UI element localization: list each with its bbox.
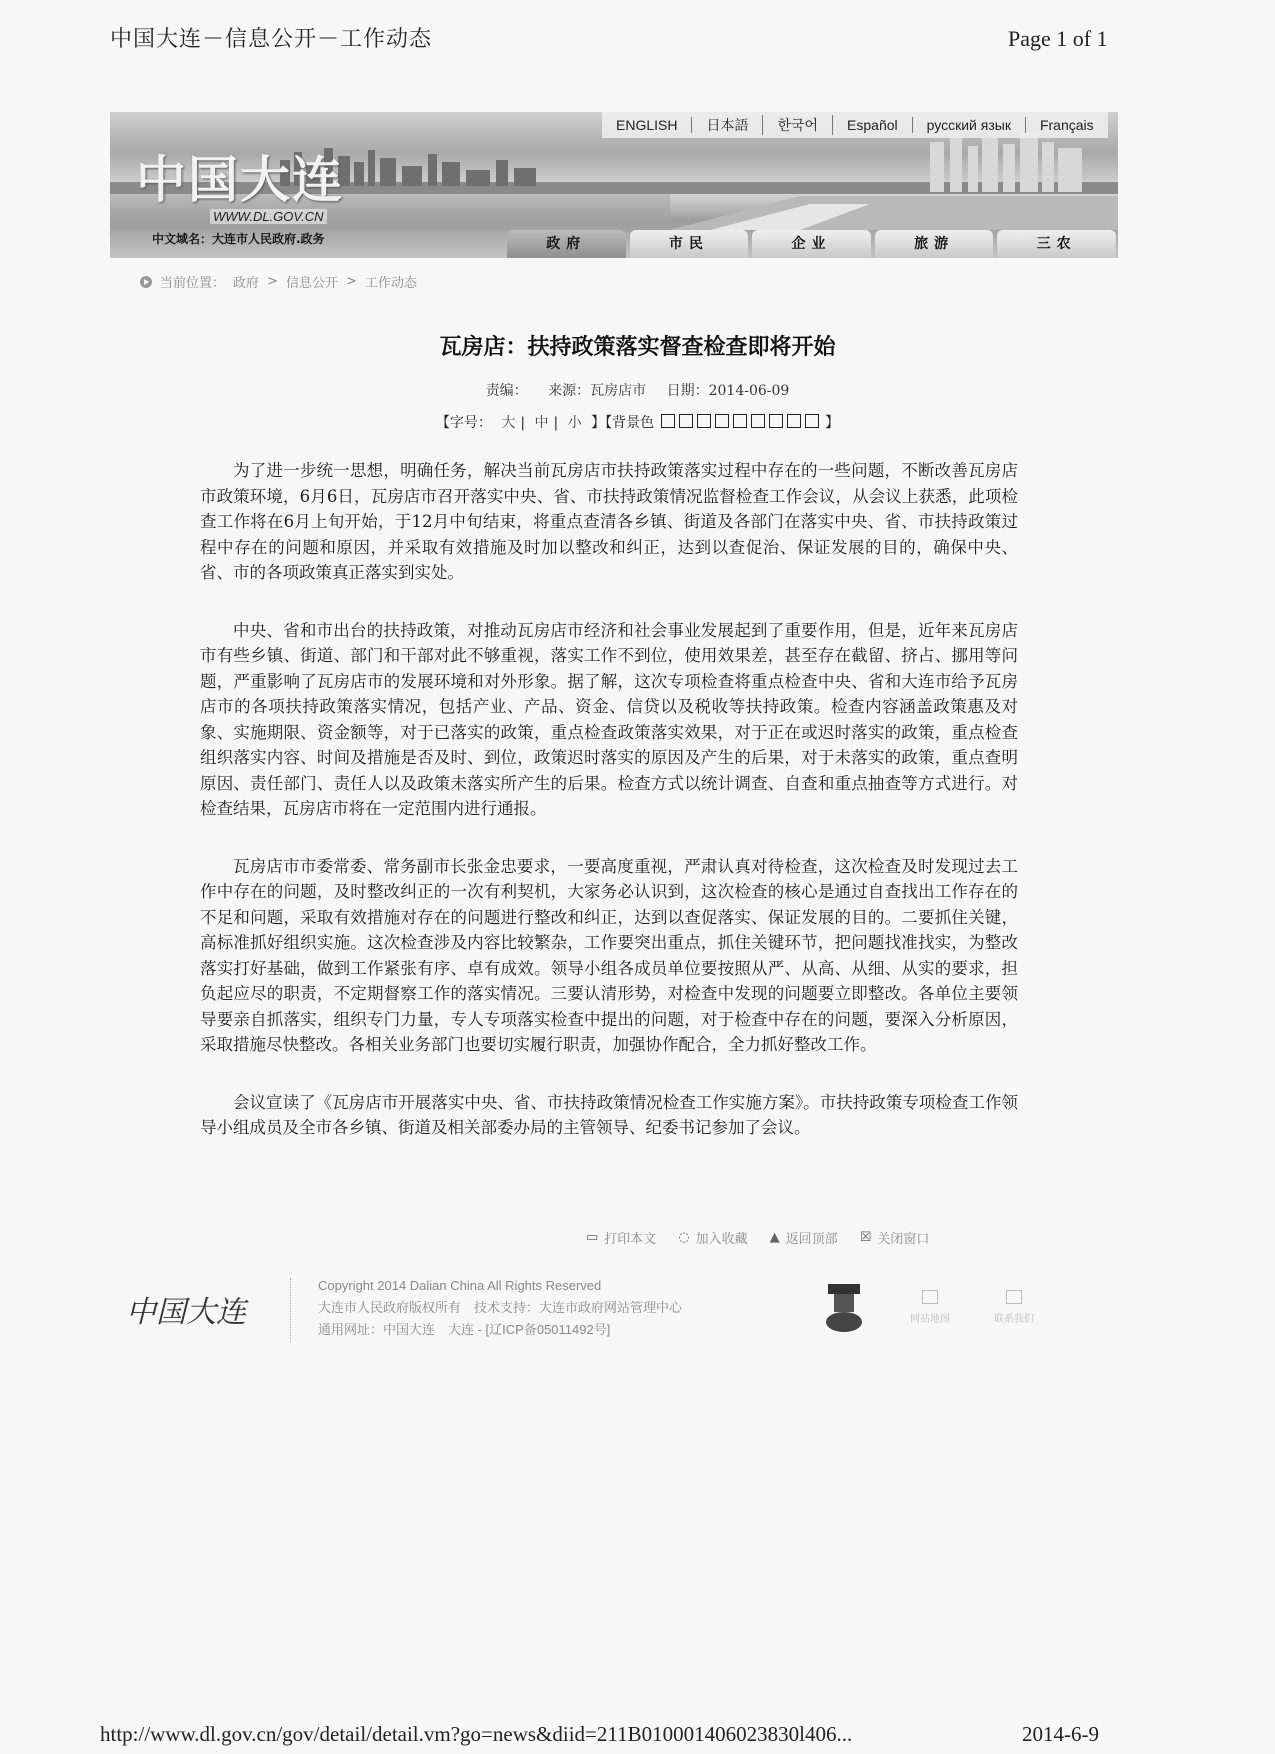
tab-agriculture[interactable]: 三农 xyxy=(997,230,1116,258)
icp-text: 通用网址：中国大连 大连 - [辽ICP备05011492号] xyxy=(318,1322,611,1337)
article-tools xyxy=(586,1228,929,1247)
tab-business[interactable]: 企业 xyxy=(752,230,871,258)
print-footer-url: http://www.dl.gov.cn/gov/detail/detail.vm?go=news&diid=211B010001406023830l406... xyxy=(100,1722,853,1746)
lang-russian-link[interactable]: русский язык xyxy=(913,117,1026,133)
back-to-top-label: 返回顶部 xyxy=(785,1232,838,1247)
police-seal-icon[interactable] xyxy=(822,1282,866,1334)
font-size-large-link[interactable]: 大 xyxy=(501,415,516,431)
font-size-medium-link[interactable]: 中 xyxy=(534,415,549,431)
close-icon: ☒ xyxy=(859,1230,872,1245)
print-article-button[interactable] xyxy=(586,1228,656,1247)
breadcrumb-label: 当前位置： xyxy=(160,276,226,291)
article-paragraph: 中央、省和市出台的扶持政策，对推动瓦房店市经济和社会事业发展起到了重要作用，但是，近年来瓦房店市有些乡镇、街道、部门和干部对此不够重视，落实工作不到位，使用效果差，甚至存在截留、挤占、挪用等问题，严重影响了瓦房店市的发展环境和对外形象。据了解，这次专项检查将重点检查中央、省和大连市给予瓦房店市的各项扶持政策落实情况，包括产业、产品、资金、信贷以及税收等扶持政策。检查内容涵盖政策惠及对象、实施期限、资金额等，对于已落实的政策，重点检查政策落实效果，对于正在或迟时落实的政策，重点检查组织落实内容、时间及措施是否及时、到位，政策迟时落实的原因及产生的后果，对于未落实的政策，重点查明原因、责任部门、责任人以及政策未落实所产生的后果。检查方式以统计调查、自查和重点抽查等方式进行。对检查结果，瓦房店市将在一定范围内进行通报。 xyxy=(200,620,1018,818)
bg-swatch[interactable] xyxy=(787,414,801,428)
bg-swatch[interactable] xyxy=(751,414,765,428)
bg-swatch[interactable] xyxy=(661,414,675,428)
print-article-label: 打印本文 xyxy=(604,1232,657,1247)
breadcrumb-item-government[interactable]: 政府 xyxy=(233,276,260,291)
contact-icon xyxy=(1006,1290,1022,1304)
font-size-label: 【字号： xyxy=(435,415,492,431)
lang-korean-link[interactable]: 한국어 xyxy=(763,115,833,135)
article-paragraph: 为了进一步统一思想，明确任务，解决当前瓦房店市扶持政策落实过程中存在的一些问题，不断改善瓦房店市政策环境，6月6日，瓦房店市召开落实中央、省、市扶持政策情况监督检查工作会议，从会议上获悉，此项检查工作将在6月上旬开始，于12月中旬结束，将重点查清各乡镇、街道及各部门在落实中央、省、市扶持政策过程中存在的问题和原因，并采取有效措施及时加以整改和纠正，达到以查促治、保证发展的目的，确保中央、省、市的各项政策真正落实到实处。 xyxy=(200,461,1018,582)
add-favorite-label: 加入收藏 xyxy=(695,1232,748,1247)
close-window-button[interactable] xyxy=(860,1228,930,1247)
copyright-text: Copyright 2014 Dalian China All Rights Reserved xyxy=(318,1278,602,1293)
lang-spanish-link[interactable]: Español xyxy=(833,117,913,133)
favorite-icon: ◌ xyxy=(678,1230,690,1245)
close-window-label: 关闭窗口 xyxy=(877,1232,930,1247)
font-size-small-link[interactable]: 小 xyxy=(567,415,582,431)
site-logo[interactable]: 中国大连 xyxy=(136,150,344,209)
breadcrumb-separator: > xyxy=(267,274,278,289)
article-body xyxy=(200,458,1018,1173)
bg-swatch[interactable] xyxy=(715,414,729,428)
print-header-title: 中国大连－信息公开－工作动态 xyxy=(110,27,433,52)
date-label: 日期：2014-06-09 xyxy=(666,383,790,399)
tab-government[interactable]: 政府 xyxy=(507,230,626,258)
footer-divider xyxy=(290,1278,292,1342)
bg-swatch[interactable] xyxy=(733,414,747,428)
print-footer-date: 2014-6-9 xyxy=(1022,1722,1099,1746)
editor-label: 责编： xyxy=(485,383,528,399)
site-map-label: 网站地图 xyxy=(910,1314,950,1325)
bg-swatch[interactable] xyxy=(805,414,819,428)
sponsor-text: 大连市人民政府版权所有 技术支持：大连市政府网站管理中心 xyxy=(318,1300,683,1315)
footer-text xyxy=(318,1275,682,1341)
source-label: 来源：瓦房店市 xyxy=(548,383,647,399)
site-map-link[interactable] xyxy=(910,1290,950,1325)
breadcrumb-arrow-icon xyxy=(140,276,152,288)
breadcrumb-separator: > xyxy=(345,274,357,289)
language-bar xyxy=(602,112,1108,138)
lang-french-link[interactable]: Français xyxy=(1039,117,1094,133)
site-banner xyxy=(110,112,1118,258)
article-paragraph: 瓦房店市市委常委、常务副市长张金忠要求，一要高度重视，严肃认真对待检查，这次检查及时发现过去工作中存在的问题，及时整改纠正的一次有利契机，大家务必认识到，这次检查的核心是通过自查找出工作存在的不足和问题，采取有效措施对存在的问题进行整改和纠正，达到以查促落实、保证发展的目的。二要抓住关键，高标准抓好组织实施。这次检查涉及内容比较繁杂，工作要突出重点，抓住关键环节，把问题找准找实，为整改落实打好基础，做到工作紧张有序、卓有成效。领导小组各成员单位要按照从严、从高、从细、从实的要求，担负起应尽的职责，不定期督察工作的落实情况。三要认清形势，对检查中发现的问题要立即整改。各单位主要领导要亲自抓落实，组织专门力量，专人专项落实检查中提出的问题，对于检查中存在的问题，要深入分析原因，采取措施尽快整改。各相关业务部门也要切实履行职责，加强协作配合，全力抓好整改工作。 xyxy=(200,856,1018,1054)
contact-us-link[interactable] xyxy=(994,1290,1034,1325)
breadcrumb-item-info-disclosure[interactable]: 信息公开 xyxy=(285,276,338,291)
breadcrumb-item-work-news[interactable]: 工作动态 xyxy=(364,276,417,291)
bg-color-end: 】 xyxy=(825,415,840,431)
article-paragraph: 会议宣读了《瓦房店市开展落实中央、省、市扶持政策情况检查工作实施方案》。市扶持政策专项检查工作领导小组成员及全市各乡镇、街道及相关部委办局的主管领导、纪委书记参加了会议。 xyxy=(200,1092,1018,1137)
footer-badges xyxy=(910,1290,1034,1325)
article-meta xyxy=(0,380,1275,400)
bg-swatch[interactable] xyxy=(769,414,783,428)
bg-swatch[interactable] xyxy=(679,414,693,428)
tab-citizens[interactable]: 市民 xyxy=(630,230,749,258)
font-controls: 【字号： 大 | 中 | 小 】【背景色 】 xyxy=(435,415,840,431)
cn-domain-label: 中文域名：大连市人民政府.政务 xyxy=(152,232,325,246)
lang-english-link[interactable]: ENGLISH xyxy=(602,117,692,133)
print-icon: ▭ xyxy=(586,1230,599,1245)
arrow-up-icon: ▲ xyxy=(769,1230,780,1245)
lang-japanese-link[interactable]: 日本語 xyxy=(692,115,763,135)
site-url-label: WWW.DL.GOV.CN xyxy=(210,209,327,224)
breadcrumb xyxy=(140,272,417,291)
back-to-top-button[interactable] xyxy=(770,1228,838,1247)
add-favorite-button[interactable] xyxy=(678,1228,747,1247)
contact-us-label: 联系我们 xyxy=(994,1314,1034,1325)
article-title: 瓦房店：扶持政策落实督查检查即将开始 xyxy=(439,335,836,360)
bg-color-label: 】【背景色 xyxy=(591,415,655,431)
footer-logo: 中国大连 xyxy=(126,1295,246,1330)
main-nav-tabs xyxy=(505,230,1118,258)
print-page-indicator: Page 1 of 1 xyxy=(1008,26,1108,51)
site-map-icon xyxy=(922,1290,938,1304)
tab-tourism[interactable]: 旅游 xyxy=(875,230,994,258)
bg-swatch[interactable] xyxy=(697,414,711,428)
